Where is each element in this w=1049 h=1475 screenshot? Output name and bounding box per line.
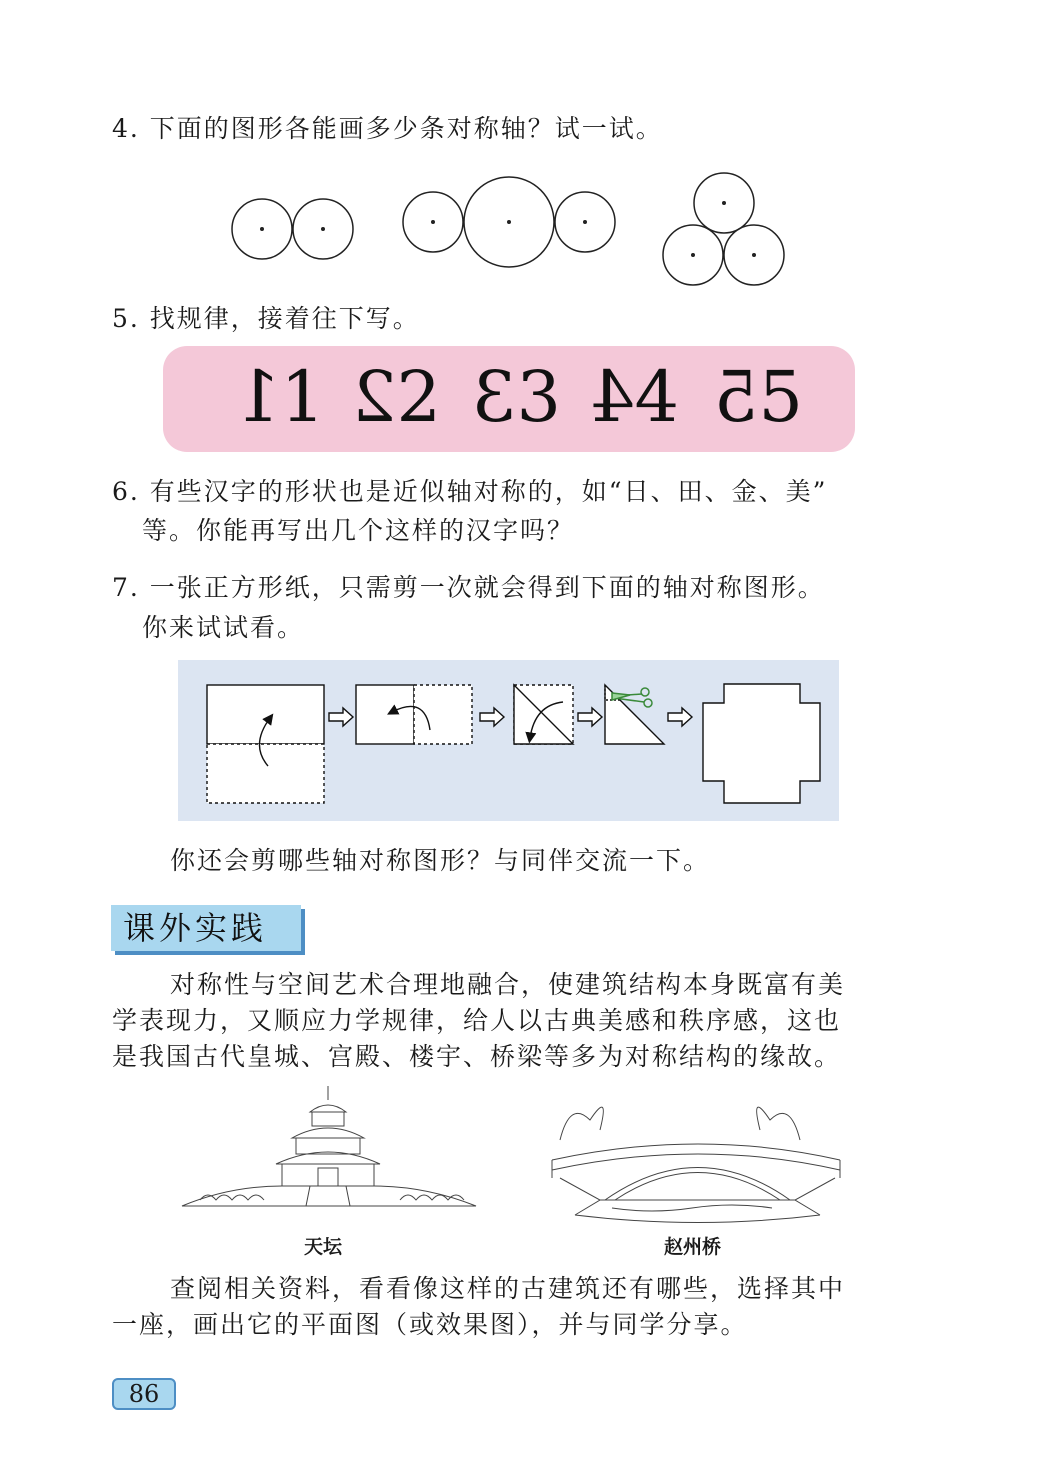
folding-steps-panel (178, 660, 839, 821)
circle-figure (663, 225, 723, 285)
practice-para-1-line-3: 是我国古代皇城、宫殿、楼宇、桥梁等多为对称结构的缘故。 (112, 1042, 842, 1071)
question-6-line-1: 6. 有些汉字的形状也是近似轴对称的，如“日、田、金、美” (112, 477, 828, 506)
caption-zhaozhou-bridge: 赵州桥 (664, 1236, 722, 1258)
pattern-item-3: 33 (472, 356, 562, 438)
circle-figure (232, 199, 292, 259)
question-7-line-1: 7. 一张正方形纸，只需剪一次就会得到下面的轴对称图形。 (112, 573, 825, 602)
temple-of-heaven-illustration (182, 1086, 476, 1206)
zhaozhou-bridge-illustration (552, 1107, 840, 1222)
practice-para-1-line-1: 对称性与空间艺术合理地融合，使建筑结构本身既富有美 (170, 970, 846, 999)
question-7-line-2: 你来试试看。 (142, 613, 305, 642)
question-4: 4. 下面的图形各能画多少条对称轴？试一试。 (112, 114, 663, 143)
practice-para-2-line-1: 查阅相关资料，看看像这样的古建筑还有哪些，选择其中 (170, 1274, 846, 1303)
circle-figure (403, 192, 463, 252)
circle-figure (694, 173, 754, 233)
circle-figure (293, 199, 353, 259)
question-6-line-2: 等。你能再写出几个这样的汉字吗？ (142, 516, 575, 545)
pattern-item-2: 22 (352, 356, 442, 438)
section-tag: 课外实践 (111, 905, 301, 951)
circle-figure (555, 192, 615, 252)
question-7-followup: 你还会剪哪些轴对称图形？与同伴交流一下。 (170, 846, 711, 875)
circle-figure (724, 225, 784, 285)
circle-figure (464, 177, 554, 267)
pattern-item-4: 44 (590, 356, 680, 438)
caption-temple-of-heaven: 天坛 (304, 1236, 343, 1258)
page-number: 86 (112, 1378, 176, 1410)
question-5: 5. 找规律，接着往下写。 (112, 304, 420, 333)
pattern-item-1: 11 (236, 356, 326, 438)
practice-para-2-line-2: 一座，画出它的平面图（或效果图），并与同学分享。 (112, 1310, 748, 1339)
pattern-item-5: 55 (714, 356, 804, 438)
practice-para-1-line-2: 学表现力，又顺应力学规律，给人以古典美感和秩序感，这也 (112, 1006, 842, 1035)
